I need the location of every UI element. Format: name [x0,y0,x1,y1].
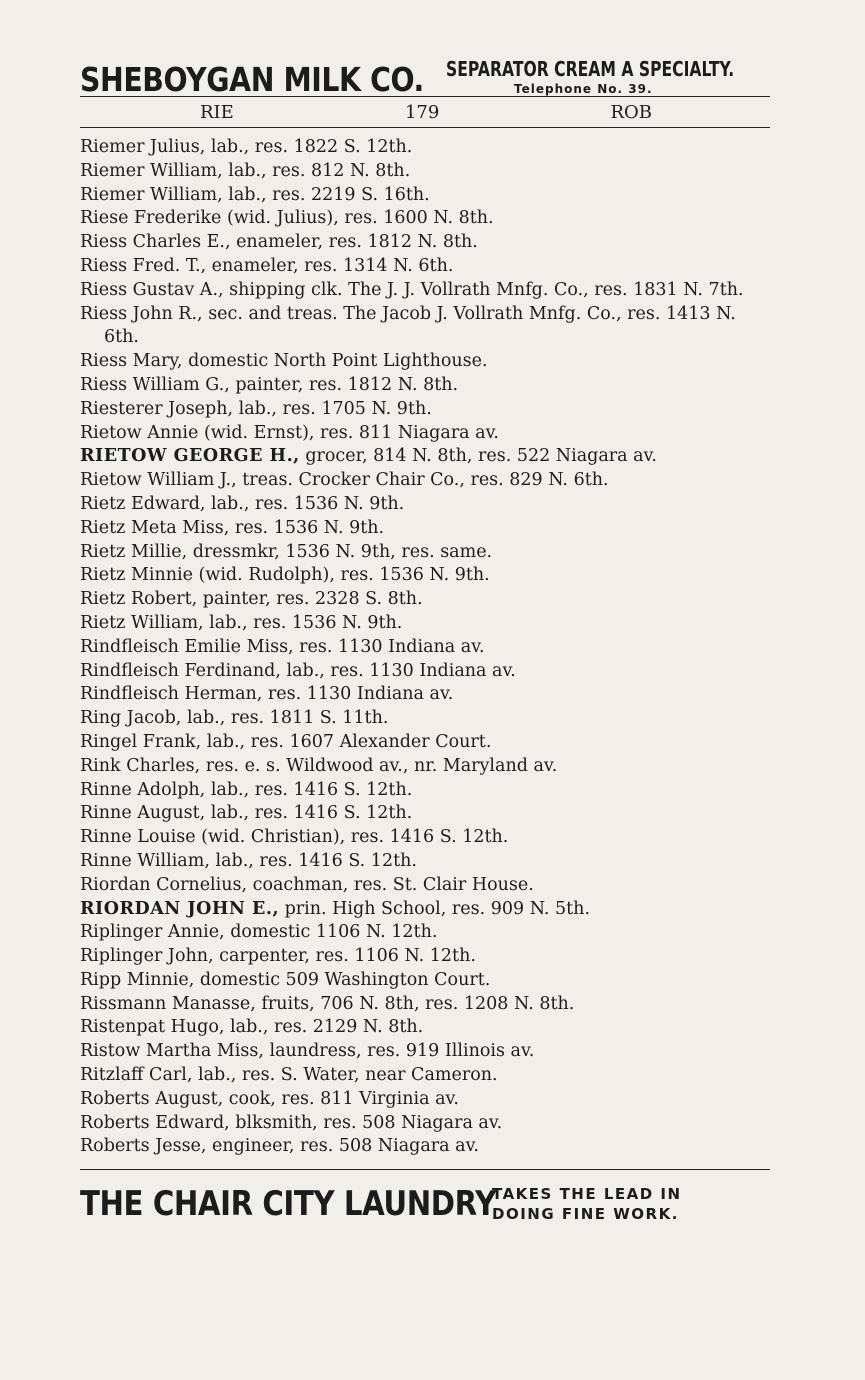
directory-entry [80,1064,770,1088]
directory-entry [80,755,770,779]
directory-page [80,48,770,1230]
entry-details: Miss, res. 1130 Indiana av. [241,636,485,657]
entry-name: Rietow Annie [80,422,199,443]
entry-details: fruits, 706 N. 8th, res. 1208 N. 8th. [255,993,575,1014]
directory-entry [80,422,770,446]
footer-advertisement [80,1178,770,1230]
entry-name: Riesterer Joseph, [80,398,234,419]
entry-details: domestic 1106 N. 12th. [224,922,438,943]
entry-details: painter, res. 2328 S. 8th. [197,589,423,610]
directory-entry [80,207,770,231]
bottom-rule [80,1169,770,1170]
entry-name: Ritzlaff Carl, [80,1065,193,1086]
entry-details: lab., res. 1416 S. 12th. [205,803,413,824]
entry-details: lab., res. 812 N. 8th. [222,160,411,181]
directory-entry [80,1016,770,1040]
page-number: 179 [404,101,440,123]
entry-name: Ripp Minnie, [80,969,195,990]
directory-entry [80,898,770,922]
entry-name: Riemer William, [80,184,223,205]
directory-entry [80,802,770,826]
entry-name: Rindfleisch Ferdinand, [80,660,281,681]
directory-entry [80,469,770,493]
entry-name: Riemer Julius, [80,137,206,157]
directory-entry [80,1088,770,1112]
footer-tagline-line1: TAKES THE LEAD IN [492,1185,682,1204]
directory-entry [80,731,770,755]
entry-details: engineer, res. 508 Niagara av. [206,1136,479,1157]
entry-details: res. e. s. Wildwood av., nr. Maryland av. [200,755,558,776]
directory-entry [80,231,770,255]
directory-entry [80,612,770,636]
entry-name: RIETOW GEORGE H., [80,446,300,467]
directory-entry [80,493,770,517]
entry-details: coachman, res. St. Clair House. [247,874,534,895]
entry-details: dressmkr, 1536 N. 9th, res. same. [187,541,493,562]
directory-entry [80,160,770,184]
directory-entry [80,374,770,398]
directory-entry [80,564,770,588]
directory-entry [80,303,770,351]
entry-name: Riess Gustav A., [80,279,224,300]
entry-name: Rink Charles, [80,755,201,776]
entry-name: Ring Jacob, [80,708,182,729]
entry-name: Rinne Adolph, [80,779,206,800]
footer-advertiser-tagline [492,1184,682,1224]
entry-details: res. 1130 Indiana av. [262,684,454,705]
directory-entry [80,850,770,874]
entry-details: Miss, laundress, res. 919 Illinois av. [211,1041,535,1062]
entry-details: lab., res. 2219 S. 16th. [222,184,430,205]
entry-name: Riplinger Annie, [80,922,225,943]
directory-entry [80,279,770,303]
entry-details: painter, res. 1812 N. 8th. [229,374,459,395]
directory-entry [80,136,770,160]
entry-name: Ringel Frank, [80,731,202,752]
directory-entry [80,636,770,660]
directory-entry [80,517,770,541]
entry-details: lab., res. 1130 Indiana av. [280,660,516,681]
directory-entry [80,826,770,850]
entry-name: Rietz Robert, [80,589,198,610]
entry-details: lab., res. 1536 N. 9th. [205,493,405,514]
entry-details: lab., res. 1607 Alexander Court. [201,731,492,752]
entry-name: Rietz Minnie [80,565,193,586]
entry-details: prin. High School, res. 909 N. 5th. [279,898,591,919]
entry-details: shipping clk. The J. J. Vollrath Mnfg. Co., res. 1831 N. 7th. [223,279,744,300]
directory-entry [80,350,770,374]
entry-details: enameler, res. 1314 N. 6th. [206,255,454,276]
entry-name: Roberts Jesse, [80,1136,207,1157]
entry-name: Riplinger John, [80,946,214,967]
directory-entry [80,779,770,803]
directory-entry [80,874,770,898]
entry-details: lab., res. 1822 S. 12th. [205,137,413,157]
advertiser-tagline-block [446,59,815,96]
directory-entry [80,660,770,684]
entry-name: Riemer William, [80,160,223,181]
entry-name: Rinne August, [80,803,206,824]
directory-entry [80,255,770,279]
entry-details: carpenter, res. 1106 N. 12th. [213,946,476,967]
entry-details: lab., res. 1416 S. 12th. [205,779,413,800]
running-head-left: RIE [200,101,234,123]
directory-entry [80,1135,770,1159]
entry-name: Riordan Cornelius, [80,874,248,895]
entry-details: cook, res. 811 Virginia av. [223,1088,459,1109]
directory-entry [80,445,770,469]
entry-details: domestic North Point Lighthouse. [182,351,488,372]
entry-details: Miss, res. 1536 N. 9th. [176,517,385,538]
entry-name: Rinne Louise [80,827,196,848]
entry-name: Roberts August, [80,1088,224,1109]
entry-name: RIORDAN JOHN E., [80,898,280,919]
entry-name: Rinne William, [80,850,210,871]
directory-entry [80,683,770,707]
entry-name: Rindfleisch Herman, [80,684,263,705]
entry-name: Rindfleisch Emilie [80,636,242,657]
entry-details: lab., res. 1536 N. 9th. [203,612,403,633]
entry-name: Riess Mary, [80,351,183,372]
entry-name: Riess Charles E., [80,232,231,253]
entry-details: lab., res. 1705 N. 9th. [233,398,432,419]
advertiser-tagline: SEPARATOR CREAM A SPECIALTY. [446,57,735,81]
directory-entry [80,707,770,731]
entry-name: Riess John R., [80,303,203,324]
entry-name: Ristenpat Hugo, [80,1017,225,1038]
directory-entry [80,921,770,945]
entry-details: lab., res. 1811 S. 11th. [181,708,389,729]
directory-entry [80,541,770,565]
entry-name: Riese Frederike [80,208,222,229]
entry-details: lab., res. 1416 S. 12th. [209,850,417,871]
directory-entry [80,993,770,1017]
entry-name: Roberts Edward, [80,1112,230,1133]
entry-details: (wid. Ernst), res. 811 Niagara av. [198,422,499,443]
entry-name: Riess Fred. T., [80,255,207,276]
entry-name: Riess William G., [80,374,230,395]
entry-details: treas. Crocker Chair Co., res. 829 N. 6th. [236,470,609,491]
footer-tagline-line2: DOING FINE WORK. [492,1205,679,1224]
directory-entry [80,1040,770,1064]
entry-details: blksmith, res. 508 Niagara av. [229,1112,503,1133]
running-head [80,97,770,127]
header-advertisement [80,48,770,99]
directory-entry [80,969,770,993]
advertiser-name: SHEBOYGAN MILK CO. [80,60,424,99]
entry-details: (wid. Julius), res. 1600 N. 8th. [221,208,494,229]
entry-name: Rietow William J., [80,470,237,491]
running-head-right: ROB [610,101,652,123]
directory-entry [80,1112,770,1136]
entry-details: grocer, 814 N. 8th, res. 522 Niagara av. [299,446,657,467]
directory-entry [80,945,770,969]
entry-name: Ristow Martha [80,1041,212,1062]
entry-name: Rietz Millie, [80,541,188,562]
entry-details: (wid. Rudolph), res. 1536 N. 9th. [192,565,490,586]
advertiser-telephone: Telephone No. 39. [514,82,653,96]
entry-details: lab., res. S. Water, near Cameron. [192,1065,498,1086]
entry-name: Rietz Edward, [80,493,206,514]
entry-name: Rissmann Manasse, [80,993,256,1014]
entry-details: lab., res. 2129 N. 8th. [224,1017,424,1038]
entry-name: Rietz William, [80,612,204,633]
entry-name: Rietz Meta [80,517,177,538]
directory-entries [80,136,770,1159]
entry-details: enameler, res. 1812 N. 8th. [230,232,478,253]
entry-details: sec. and treas. The Jacob J. Vollrath Mnfg. Co., res. 1413 N. 6th. [104,303,736,348]
entry-details: (wid. Christian), res. 1416 S. 12th. [195,827,509,848]
directory-entry [80,184,770,208]
entry-details: domestic 509 Washington Court. [194,969,491,990]
footer-advertiser-name: THE CHAIR CITY LAUNDRY [80,1184,496,1225]
directory-entry [80,588,770,612]
directory-entry [80,398,770,422]
running-head-rule [80,127,770,128]
